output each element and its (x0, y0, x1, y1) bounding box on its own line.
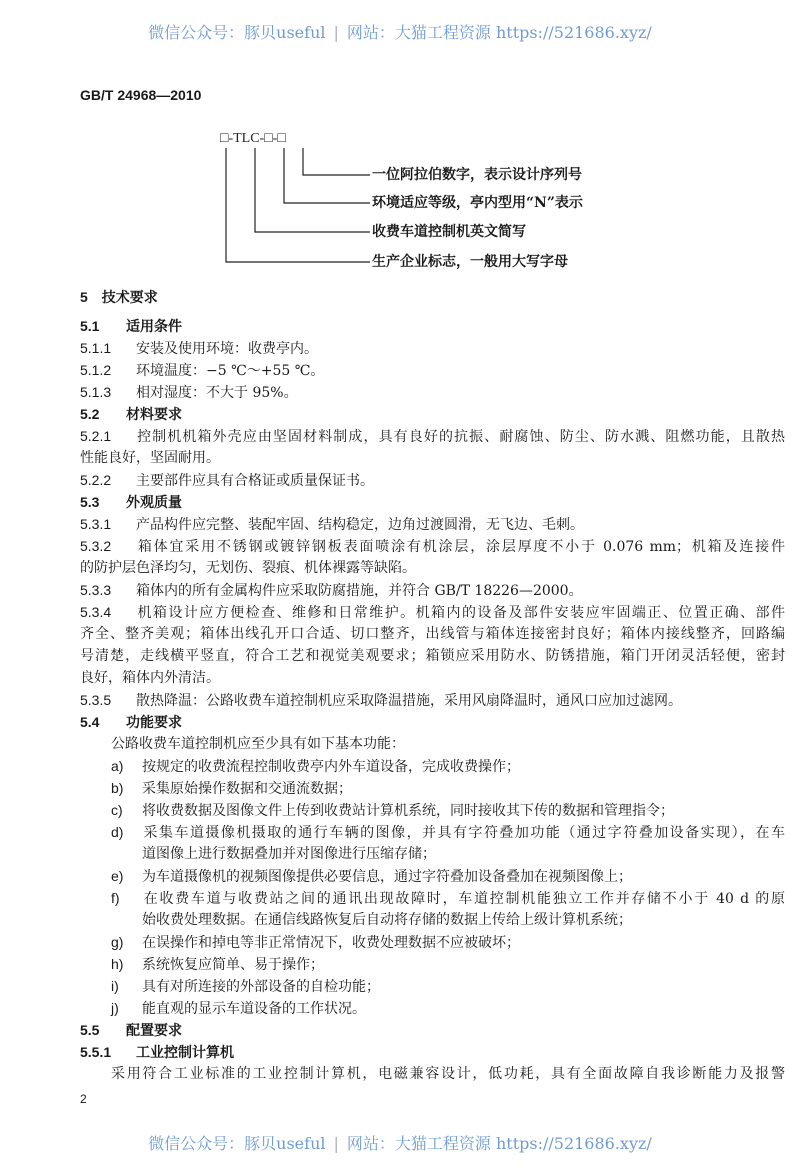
list-item-line (80, 843, 785, 865)
section-number: 5.1 (80, 318, 100, 334)
paragraph-text: 产品构件应完整、装配牢固、结构稳定，边角过渡圆滑，无飞边、毛刺。 (136, 517, 584, 533)
list-item-label: f) (111, 890, 120, 906)
clause-number: 5.1.1 (80, 340, 112, 356)
section-title: 配置要求 (126, 1023, 182, 1039)
section-number: 5.3 (80, 494, 100, 510)
list-item-label: b) (111, 780, 124, 796)
paragraph-text: 齐全、整齐美观；箱体出线孔开口合适、切口整齐，出线管与箱体连接密封良好；箱体内接线整齐，回路编 (80, 626, 785, 642)
page-number: 2 (80, 1092, 87, 1106)
section-title: 技术要求 (101, 290, 158, 306)
list-item-label: i) (111, 978, 119, 994)
list-item-line (80, 997, 785, 1019)
section-title: 工业控制计算机 (136, 1045, 234, 1061)
paragraph-line (80, 337, 785, 359)
clause-number: 5.3.1 (80, 516, 112, 532)
paragraph-text: 箱体宜采用不锈钢或镀锌钢板表面喷涂有机涂层，涂层厚度不小于 0.076 mm；机箱及连接件 (136, 539, 785, 555)
list-item-text: 按规定的收费流程控制收费亭内外车道设备，完成收费操作； (142, 759, 520, 775)
section-heading (80, 1019, 785, 1041)
paragraph-line (80, 425, 785, 447)
clause-number: 5.1.3 (80, 384, 112, 400)
list-item-line (80, 953, 785, 975)
watermark-site: 网站：大猫工程资源 https://521686.xyz/ (346, 1134, 652, 1153)
list-item-label: e) (111, 868, 124, 884)
paragraph-line (80, 447, 785, 469)
leader-line-manufacturer (226, 148, 370, 262)
diagram-label-manufacturer: 生产企业标志，一般用大写字母 (372, 254, 568, 270)
paragraph-text: 安装及使用环境：收费亭内。 (136, 341, 318, 357)
list-item-line (80, 909, 785, 931)
clause-number: 5.2.1 (80, 428, 112, 444)
watermark-separator: | (333, 23, 339, 42)
section-title: 外观质量 (126, 495, 182, 511)
section-5-heading (80, 287, 158, 307)
diagram-label-serial: 一位阿拉伯数字，表示设计序列号 (372, 167, 582, 183)
paragraph-text: 散热降温：公路收费车道控制机应采取降温措施，采用风扇降温时，通风口应加过滤网。 (136, 693, 682, 709)
leader-line-serial (303, 148, 370, 175)
list-item-text: 在误操作和掉电等非正常情况下，收费处理数据不应被破坏； (142, 935, 520, 951)
list-item-text: 具有对所连接的外部设备的自检功能； (142, 979, 380, 995)
paragraph-text: 号清楚，走线横平竖直，符合工艺和视觉美观要求；箱锁应采用防水、防锈措施，箱门开闭灵活轻便，密封 (80, 648, 785, 664)
paragraph-line (80, 535, 785, 557)
clause-number: 5.2.2 (80, 472, 112, 488)
clause-number: 5.3.5 (80, 692, 112, 708)
standard-number: GB/T 24968—2010 (80, 87, 202, 103)
paragraph-text: 主要部件应具有合格证或质量保证书。 (136, 473, 374, 489)
paragraph-line (80, 579, 785, 601)
clause-number: 5.3.3 (80, 582, 112, 598)
paragraph-text: 的防护层色泽均匀，无划伤、裂痕、机体裸露等缺陷。 (80, 560, 416, 576)
section-number: 5 (80, 289, 88, 305)
paragraph-text: 相对湿度：不大于 95%。 (136, 385, 298, 401)
section-number: 5.2 (80, 406, 100, 422)
list-item-label: c) (111, 802, 123, 818)
list-item-text: 始收费处理数据。在通信线路恢复后自动将存储的数据上传给上级计算机系统； (142, 912, 632, 928)
list-item-text: 在收费车道与收费站之间的通讯出现故障时，车道控制机能独立工作并存储不小于 40 d 的原 (142, 891, 785, 907)
clause-number: 5.3.4 (80, 604, 112, 620)
section-number: 5.4 (80, 714, 100, 730)
model-code: □-TLC-□-□ (220, 131, 286, 146)
paragraph-text: 机箱设计应方便检查、维修和日常维护。机箱内的设备及部件安装应牢固端正、位置正确、部件 (136, 605, 785, 621)
section-title: 功能要求 (126, 715, 182, 731)
paragraph-line (80, 557, 785, 579)
section-heading (80, 403, 785, 425)
section-number: 5.5 (80, 1022, 100, 1038)
section-title: 材料要求 (126, 407, 182, 423)
leader-line-tlc (255, 148, 370, 232)
list-item-line (80, 777, 785, 799)
paragraph-line (80, 359, 785, 381)
watermark-bottom (0, 1131, 800, 1154)
list-item-line (80, 887, 785, 909)
watermark-separator: | (333, 1134, 339, 1153)
clause-number: 5.3.2 (80, 538, 112, 554)
watermark-wechat: 微信公众号：豚贝useful (148, 1134, 326, 1153)
paragraph-line: 采用符合工业标准的工业控制计算机，电磁兼容设计，低功耗，具有全面故障自我诊断能力及报警 (111, 1066, 785, 1082)
paragraph-text: 良好，箱体内外清洁。 (80, 670, 220, 686)
paragraph-line (80, 381, 785, 403)
section-heading (80, 1041, 785, 1063)
paragraph-line (80, 469, 785, 491)
list-item-label: h) (111, 956, 124, 972)
list-item-line (80, 799, 785, 821)
clause-number: 5.1.2 (80, 362, 112, 378)
paragraph-line (80, 689, 785, 711)
list-item-text: 为车道摄像机的视频图像提供必要信息，通过字符叠加设备叠加在视频图像上； (142, 869, 632, 885)
list-item-text: 系统恢复应简单、易于操作； (142, 957, 324, 973)
list-item-text: 道图像上进行数据叠加并对图像进行压缩存储； (142, 846, 436, 862)
watermark-top (0, 20, 800, 43)
paragraph-text: 控制机机箱外壳应由坚固材料制成，具有良好的抗振、耐腐蚀、防尘、防水溅、阻燃功能，且散热 (136, 429, 785, 445)
section-heading (80, 491, 785, 513)
paragraph-line (80, 601, 785, 623)
paragraph-line (80, 645, 785, 667)
list-item-line (80, 975, 785, 997)
paragraph-line: 公路收费车道控制机应至少具有如下基本功能： (111, 736, 405, 752)
section-heading (80, 315, 785, 337)
list-item-label: j) (111, 1000, 119, 1016)
list-item-label: a) (111, 758, 124, 774)
list-item-text: 采集车道摄像机摄取的通行车辆的图像，并具有字符叠加功能（通过字符叠加设备实现），在车 (142, 825, 785, 841)
diagram-label-environment: 环境适应等级，亭内型用“N”表示 (372, 195, 583, 211)
section-number: 5.5.1 (80, 1044, 112, 1060)
watermark-wechat: 微信公众号：豚贝useful (148, 23, 326, 42)
list-item-label: d) (111, 824, 124, 840)
paragraph-text: 环境温度：−5 ℃～+55 ℃。 (136, 363, 325, 379)
paragraph-line (80, 513, 785, 535)
paragraph-line (80, 623, 785, 645)
list-item-line (80, 755, 785, 777)
list-item-label: g) (111, 934, 124, 950)
section-heading (80, 711, 785, 733)
list-item-text: 采集原始操作数据和交通流数据； (142, 781, 352, 797)
list-item-line (80, 931, 785, 953)
paragraph-text: 箱体内的所有金属构件应采取防腐措施，并符合 GB/T 18226—2000。 (136, 583, 583, 599)
watermark-site: 网站：大猫工程资源 https://521686.xyz/ (346, 23, 652, 42)
section-title: 适用条件 (126, 319, 182, 335)
list-item-line (80, 865, 785, 887)
list-item-text: 将收费数据及图像文件上传到收费站计算机系统，同时接收其下传的数据和管理指令； (142, 803, 674, 819)
list-item-line (80, 821, 785, 843)
paragraph-line (80, 667, 785, 689)
diagram-label-tlc: 收费车道控制机英文简写 (372, 224, 526, 240)
document-body (80, 315, 785, 1085)
list-item-text: 能直观的显示车道设备的工作状况。 (142, 1001, 366, 1017)
paragraph-text: 性能良好，坚固耐用。 (80, 450, 220, 466)
